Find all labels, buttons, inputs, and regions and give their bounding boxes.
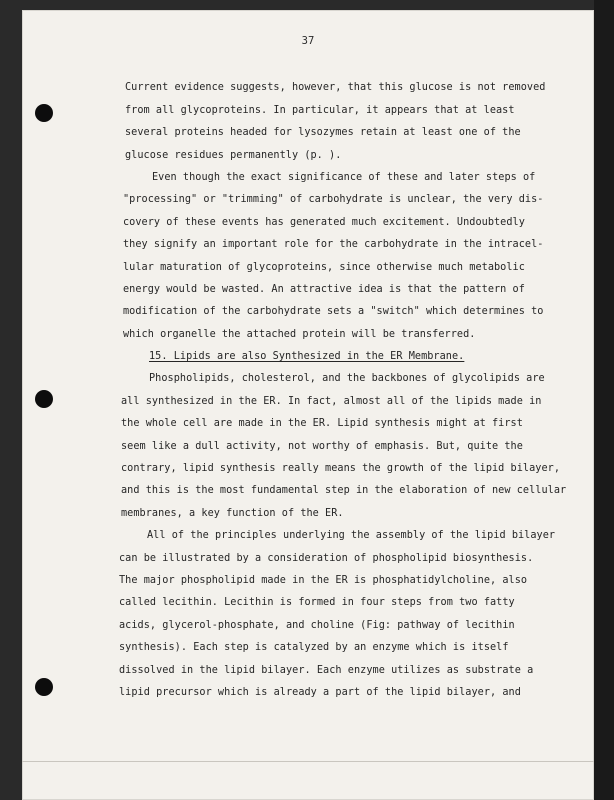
bottom-rule bbox=[22, 761, 594, 762]
text-line: modification of the carbohydrate sets a "switch" which determines to bbox=[123, 306, 544, 317]
binder-hole-middle bbox=[35, 390, 53, 408]
text-line: "processing" or "trimming" of carbohydrate is unclear, the very dis- bbox=[123, 194, 544, 205]
text-line: membranes, a key function of the ER. bbox=[121, 508, 344, 519]
text-line: they signify an important role for the carbohydrate in the intracel- bbox=[123, 239, 544, 250]
text-line: and this is the most fundamental step in the elaboration of new cellular bbox=[121, 485, 567, 496]
text-line: Even though the exact significance of these and later steps of bbox=[152, 172, 536, 183]
text-line: acids, glycerol-phosphate, and choline (Fig: pathway of lecithin bbox=[119, 620, 515, 631]
text-line: synthesis). Each step is catalyzed by an enzyme which is itself bbox=[119, 642, 509, 653]
text-line: Current evidence suggests, however, that this glucose is not removed bbox=[125, 82, 546, 93]
text-line: from all glycoproteins. In particular, it appears that at least bbox=[125, 105, 515, 116]
text-line: which organelle the attached protein will be transferred. bbox=[123, 329, 476, 340]
scan-edge bbox=[594, 0, 614, 800]
text-line: contrary, lipid synthesis really means the growth of the lipid bilayer, bbox=[121, 463, 561, 474]
text-line: Phospholipids, cholesterol, and the backbones of glycolipids are bbox=[149, 373, 545, 384]
text-line: glucose residues permanently (p. ). bbox=[125, 150, 342, 161]
text-line: all synthesized in the ER. In fact, almost all of the lipids made in bbox=[121, 396, 542, 407]
text-line: dissolved in the lipid bilayer. Each enzyme utilizes as substrate a bbox=[119, 665, 534, 676]
binder-hole-top bbox=[35, 104, 53, 122]
text-line: lular maturation of glycoproteins, since otherwise much metabolic bbox=[123, 262, 525, 273]
text-line: covery of these events has generated much excitement. Undoubtedly bbox=[123, 217, 525, 228]
text-line: The major phospholipid made in the ER is phosphatidylcholine, also bbox=[119, 575, 528, 586]
page-number: 37 bbox=[301, 35, 315, 47]
text-line: several proteins headed for lysozymes retain at least one of the bbox=[125, 127, 521, 138]
document-page bbox=[22, 10, 594, 800]
section-heading: 15. Lipids are also Synthesized in the ER Membrane. bbox=[149, 351, 465, 362]
text-line: lipid precursor which is already a part of the lipid bilayer, and bbox=[119, 687, 521, 698]
text-line: called lecithin. Lecithin is formed in four steps from two fatty bbox=[119, 597, 515, 608]
text-line: the whole cell are made in the ER. Lipid synthesis might at first bbox=[121, 418, 523, 429]
text-line: energy would be wasted. An attractive idea is that the pattern of bbox=[123, 284, 525, 295]
text-line: seem like a dull activity, not worthy of emphasis. But, quite the bbox=[121, 441, 523, 452]
text-line: can be illustrated by a consideration of phospholipid biosynthesis. bbox=[119, 553, 534, 564]
binder-hole-bottom bbox=[35, 678, 53, 696]
text-line: All of the principles underlying the assembly of the lipid bilayer bbox=[147, 530, 556, 541]
